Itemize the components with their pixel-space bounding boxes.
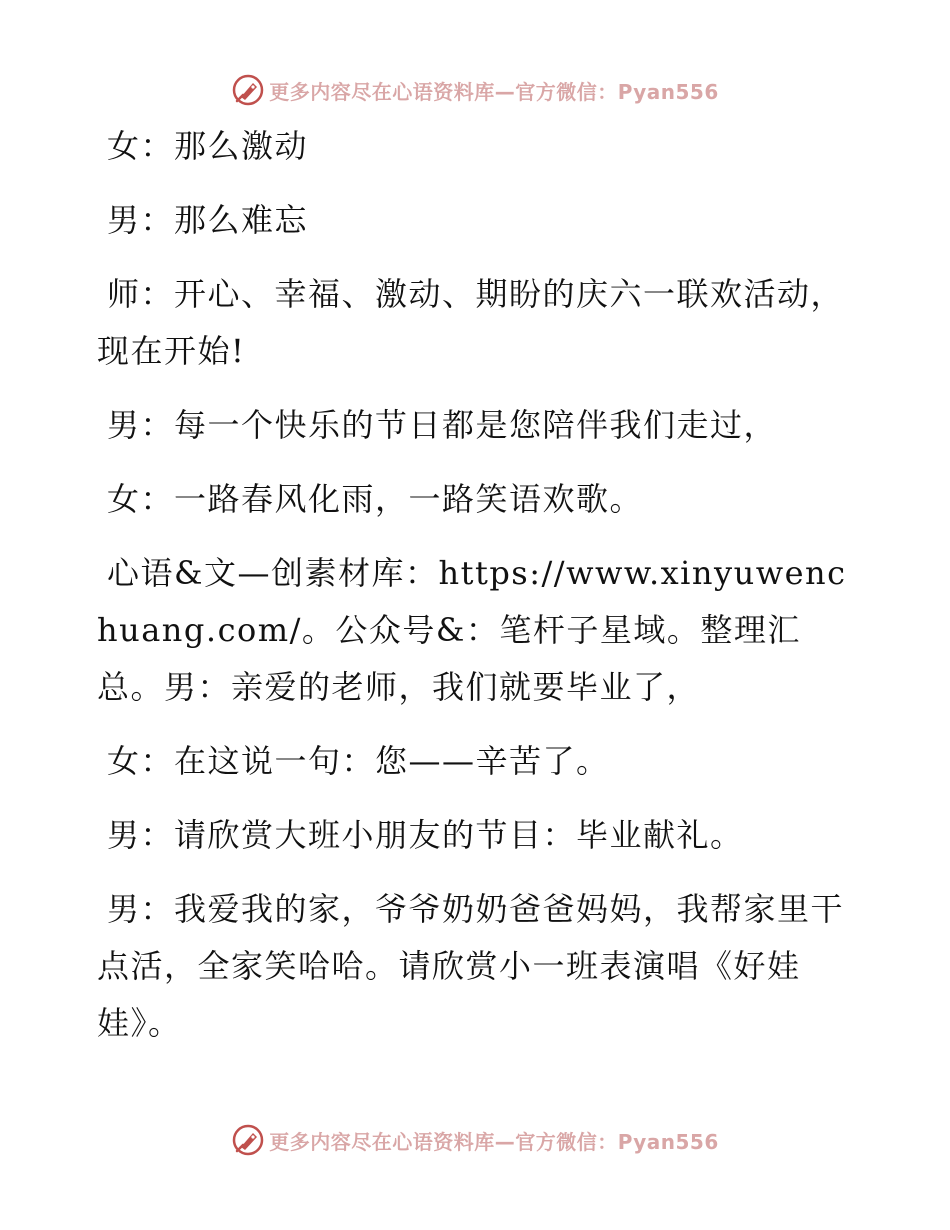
- paragraph: 男：每一个快乐的节日都是您陪伴我们走过，: [107, 406, 778, 444]
- footer-watermark-banner: [0, 1120, 950, 1160]
- header-watermark-banner: [0, 70, 950, 110]
- paragraph: 女：一路春风化雨，一路笑语欢歌。: [107, 480, 644, 518]
- pen-nib-seal-icon: [231, 1123, 265, 1157]
- pen-nib-seal-icon: [231, 73, 265, 107]
- paragraph: 女：那么激动: [107, 127, 309, 165]
- watermark-text: 更多内容尽在心语资料库—官方微信：Pyan556: [269, 79, 719, 104]
- watermark-text: 更多内容尽在心语资料库—官方微信：Pyan556: [269, 1129, 719, 1154]
- paragraph: 男：我爱我的家，爷爷奶奶爸爸妈妈，我帮家里干点活，全家笑哈哈。请欣赏小一班表演唱《好娃娃》。: [97, 890, 845, 1042]
- paragraph: 心语&文—创素材库：https://www.xinyuwenchuang.com/。公众号&：笔杆子星域。整理汇总。男：亲爱的老师，我们就要毕业了，: [97, 554, 847, 706]
- paragraph: 女：在这说一句：您——辛苦了。: [107, 742, 610, 780]
- paragraph: 男：那么难忘: [107, 201, 309, 239]
- document-body: [97, 118, 857, 1052]
- paragraph: 男：请欣赏大班小朋友的节目：毕业献礼。: [107, 816, 744, 854]
- paragraph: 师：开心、幸福、激动、期盼的庆六一联欢活动，现在开始!: [97, 275, 845, 370]
